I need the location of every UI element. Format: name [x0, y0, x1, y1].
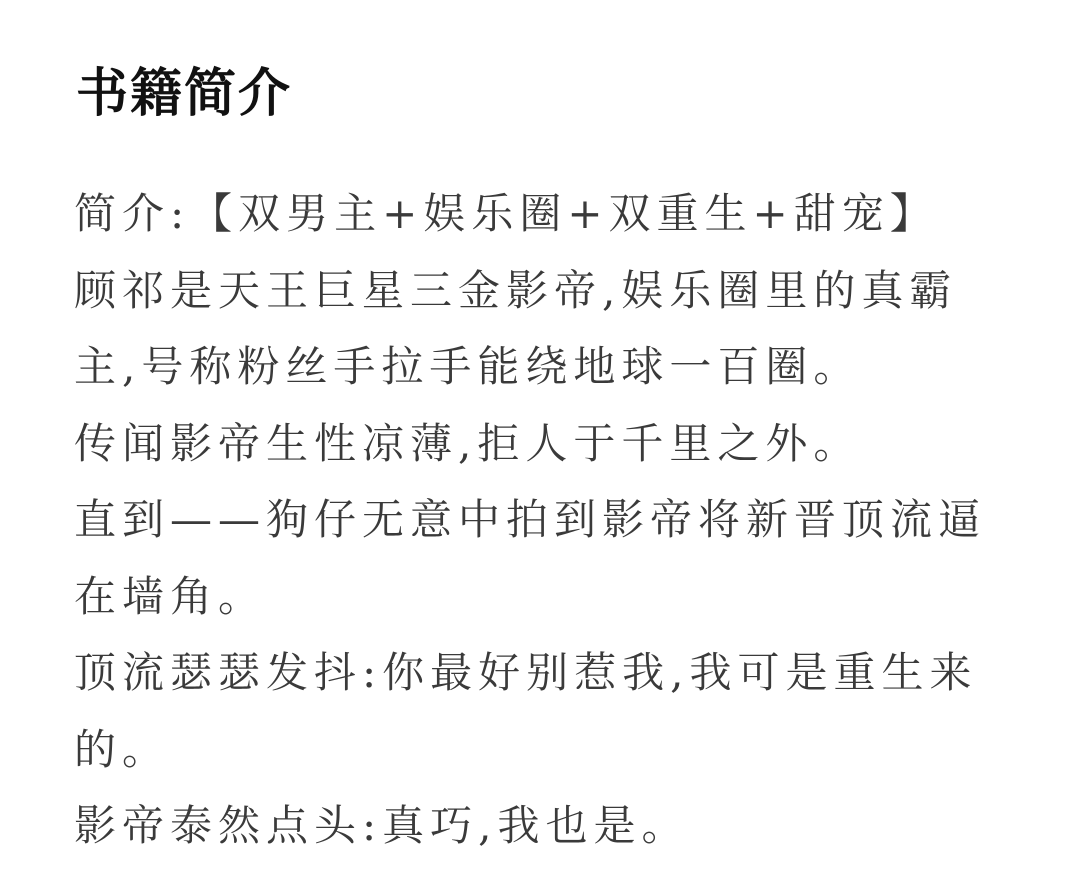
intro-paragraph: 传闻影帝生性凉薄,拒人于千里之外。: [74, 418, 862, 468]
intro-tagline: 简介:【双男主+娱乐圈+双重生+甜宠】: [74, 189, 938, 238]
intro-body: [74, 176, 1010, 865]
intro-paragraph: 直到——狗仔无意中拍到影帝将新晋顶流逼在墙角。: [74, 495, 987, 621]
intro-paragraph: 顶流瑟瑟发抖:你最好别惹我,我可是重生来的。: [74, 648, 978, 774]
intro-paragraph: 顾祁是天王巨星三金影帝,娱乐圈里的真霸主,号称粉丝手拉手能绕地球一百圈。: [74, 265, 958, 391]
page-title: 书籍简介: [76, 63, 293, 124]
intro-paragraph: 影帝泰然点头:真巧,我也是。: [74, 801, 690, 850]
